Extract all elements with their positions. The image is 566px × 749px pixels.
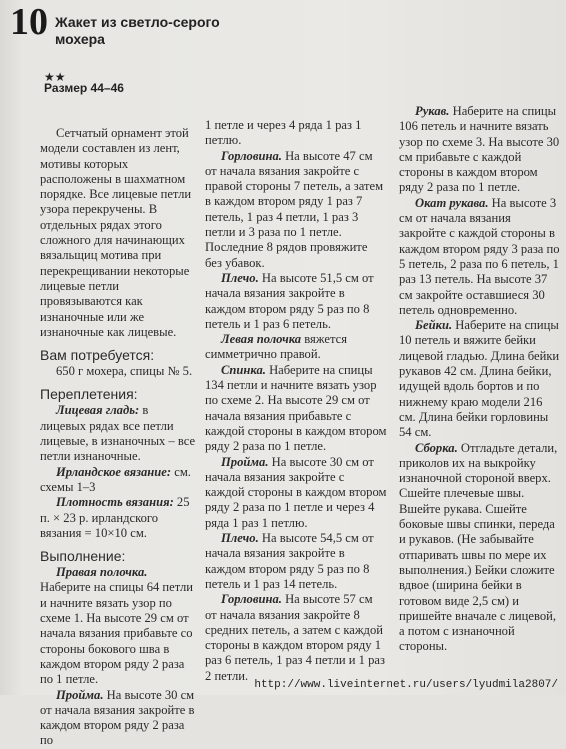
paragraph-text: Наберите на спицы 134 петли и начните вязать узор по схеме 2. На высоте 29 см от начала вязания прибавьте с каждой стороны в каждом втором ряду 2 раза по 1 петле. [205, 362, 387, 454]
instruction-continuation: 1 петле и через 4 ряда 1 раз 1 петлю. [205, 118, 362, 148]
size-label: Размер 44–46 [44, 81, 124, 95]
run-in-heading: Плотность вязания: [56, 495, 174, 510]
techniques-heading: Переплетения: [40, 386, 138, 403]
instruction-paragraph [205, 332, 387, 363]
paragraph-text: На высоте 57 см от начала вязания закройте 8 средних петель, а затем с каждой стороны в каждом втором ряду 1 раз 6 петель, 1 раз 4 петли и 1 раз 2 петли. [205, 592, 385, 683]
run-in-heading: Левая полочка [221, 332, 302, 347]
instruction-paragraph [40, 688, 196, 749]
instruction-paragraph [205, 271, 387, 332]
run-in-heading: Горловина. [221, 592, 282, 607]
run-in-heading: Правая полочка. [56, 565, 148, 580]
paragraph-text: Наберите на спицы 64 петли и начните вязать узор по схеме 1. На высоте 29 см от начала вязания прибавьте со стороны бокового шва в каждом втором ряду 2 раза по 1 петле. [40, 580, 193, 687]
paragraph-text: На высоте 54,5 см от начала вязания закройте в каждом втором ряду 5 раз по 8 петель и 1 раз 14 петель. [205, 531, 374, 591]
instruction-paragraph [205, 149, 387, 271]
run-in-heading: Бейки. [415, 318, 453, 333]
paragraph-text: На высоте 30 см от начала вязания закройте в каждом втором ряду 2 раза по [40, 687, 195, 748]
run-in-heading: Пройма. [221, 454, 269, 469]
run-in-heading: Плечо. [221, 270, 259, 285]
paragraph-text: На высоте 47 см от начала вязания закройте с правой стороны 7 петель, а затем в каждом втором ряду 1 раз 7 петель, 1 раз 4 петли, 1 раз 3 петли и 3 раза по 1 петле. Последние 8 рядов провяжите без убавок. [205, 148, 384, 270]
intro-paragraph: Сетчатый орнамент этой модели составлен из лент, мотивы которых расположены в шахматном порядке. Все лицевые петли узора перекручены. В отдельных рядах этого сложного для начинающих вязальщиц мотива при перекрещивании некоторые лицевые петли провязываются как изнаночные или же изнаночные как лицевые. [40, 126, 192, 339]
run-in-heading: Спинка. [221, 362, 266, 377]
materials-text: 650 г мохера, спицы № 5. [56, 364, 193, 379]
instruction-paragraph [205, 455, 387, 531]
difficulty-stars: ★★ [44, 70, 66, 84]
paragraph-text: Наберите на спицы 10 петель и вяжите бейки лицевой гладью. Длина бейки рукавов 42 см. Длина бейки, идущей вдоль бортов и по нижнему краю модели 216 см. Длина бейки горловины 54 см. [399, 318, 560, 440]
instruction-paragraph [40, 565, 196, 687]
pattern-title: Жакет из светло-серого мохера [55, 14, 220, 47]
run-in-heading: Лицевая гладь: [56, 403, 140, 418]
instruction-paragraph [399, 104, 561, 196]
pattern-number: 10 [10, 1, 48, 43]
watermark-url: http://www.liveinternet.ru/users/lyudmila2807/ [254, 679, 558, 691]
column-left [40, 126, 196, 749]
run-in-heading: Сборка. [415, 440, 458, 455]
paragraph-text: см. схемы 1–3 [40, 464, 191, 494]
run-in-heading: Окат рукава. [415, 195, 489, 210]
instruction-paragraph [399, 196, 561, 318]
column-middle [205, 118, 387, 684]
materials-heading: Вам потребуется: [40, 347, 155, 364]
instruction-paragraph [205, 363, 387, 455]
paragraph-text: На высоте 3 см от начала вязания закройте с каждой стороны в каждом втором ряду 3 раза по 5 петель, 2 раза по 6 петель, 1 раз 13 петель. На высоте 37 см закройте оставшиеся 30 петель одновременно. [399, 195, 560, 317]
paragraph-text: Наберите на спицы 106 петель и начните вязать узор по схеме 3. На высоте 30 см прибавьте с каждой стороны в каждом втором ряду 2 раза по 1 петле. [399, 104, 560, 195]
run-in-heading: Пройма. [56, 687, 104, 702]
run-in-heading: Плечо. [221, 531, 259, 546]
technique-paragraph [40, 465, 196, 496]
column-right [399, 104, 561, 655]
execution-heading: Выполнение: [40, 548, 126, 565]
technique-paragraph [40, 403, 196, 464]
instruction-paragraph [205, 531, 387, 592]
run-in-heading: Ирландское вязание: [56, 464, 172, 479]
paragraph-text: Отгладьте детали, приколов их на выкройку изнаночной стороной вверх. Сшейте плечевые швы. Вшейте рукава. Сшейте боковые швы спинки, переда и рукавов. (Не забывайте отпаривать швы по мере их выполнения.) Бейки сложите вдвое (ширина бейки в готовом виде 2,5 см) и пришейте вначале с лицевой, а потом с изнаночной стороны. [399, 440, 558, 654]
run-in-heading: Горловина. [221, 148, 282, 163]
paragraph-text: в лицевых рядах все петли лицевые, в изнаночных – все петли изнаночные. [40, 403, 196, 464]
run-in-heading: Рукав. [415, 104, 450, 118]
instruction-paragraph [399, 318, 561, 440]
instruction-paragraph [399, 441, 561, 655]
instruction-paragraph [205, 592, 387, 684]
paragraph-text: На высоте 30 см от начала вязания закройте с каждой стороны в каждом втором ряду 2 раза по 1 петле и через 4 ряда 1 раз 1 петлю. [205, 454, 387, 530]
paragraph-text: 25 п. × 23 р. ирландского вязания = 10×10 см. [40, 495, 190, 540]
paragraph-text: На высоте 51,5 см от начала вязания закройте в каждом втором ряду 5 раз по 8 петель и 1 раз 6 петель. [205, 270, 374, 331]
paragraph-text: вяжется симметрично правой. [205, 332, 348, 362]
technique-paragraph [40, 495, 196, 541]
